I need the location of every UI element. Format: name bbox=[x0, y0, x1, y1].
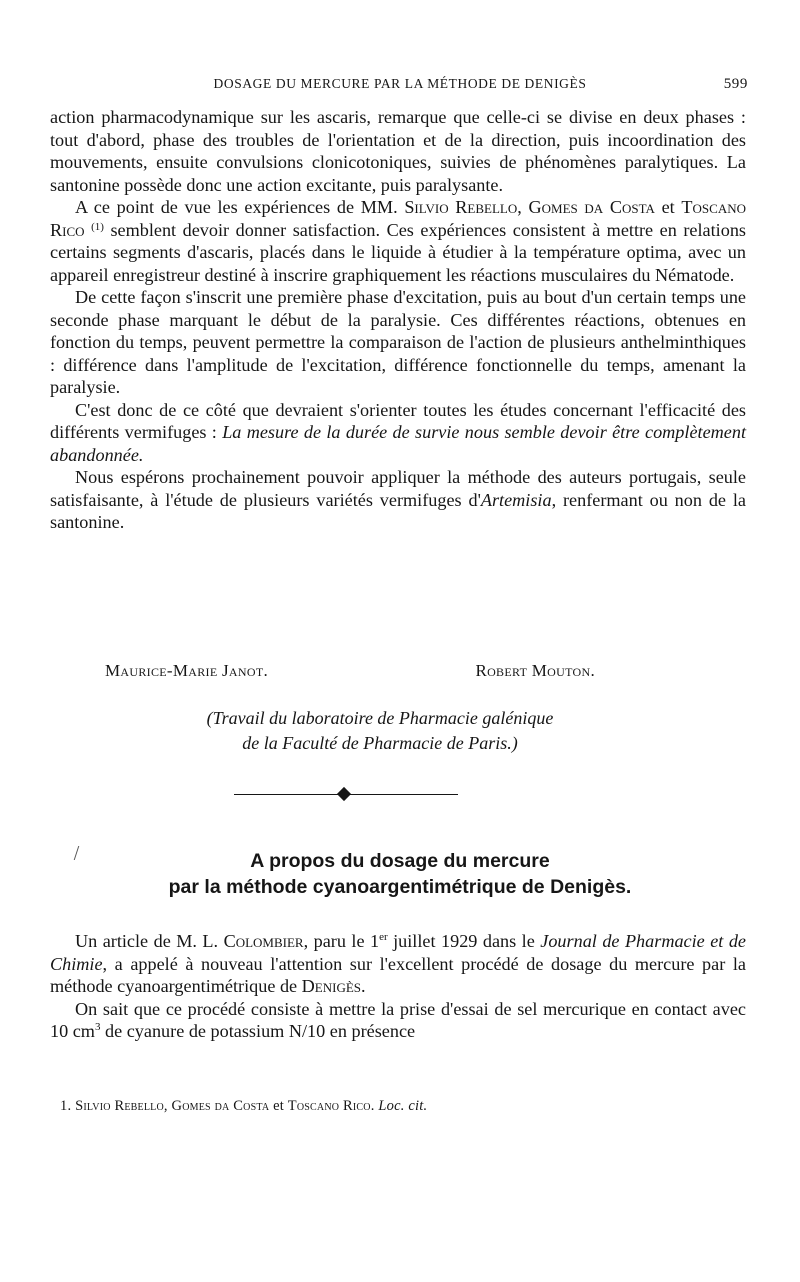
laboratory-note bbox=[100, 706, 660, 756]
paragraph-6-text-c: juillet 1929 dans le bbox=[387, 931, 541, 951]
genus-name: Artemisia bbox=[480, 489, 552, 510]
separator-text: , bbox=[517, 197, 529, 217]
author-name: Denigès bbox=[301, 976, 362, 996]
laboratory-note-line-2: de la Faculté de Pharmacie de Paris.) bbox=[242, 733, 518, 753]
paragraph-2-text-a: A ce point de vue les expériences de MM. bbox=[75, 197, 405, 217]
paragraph-2 bbox=[50, 196, 746, 286]
footnote-author-last: Toscano Rico bbox=[287, 1098, 371, 1114]
laboratory-note-line-1: (Travail du laboratoire de Pharmacie galénique bbox=[206, 708, 554, 728]
author-signatures bbox=[105, 661, 595, 685]
signature-janot: Maurice-Marie Janot. bbox=[105, 661, 268, 680]
footnote-reference-text: Loc. cit. bbox=[378, 1098, 428, 1114]
article-body-mercure bbox=[50, 930, 746, 1043]
paragraph-6 bbox=[50, 930, 746, 998]
author-name: Toscano Rico bbox=[50, 197, 746, 240]
paragraph-7-text-b: de cyanure de potassium N/10 en présence bbox=[100, 1021, 416, 1041]
date-day: 1 bbox=[370, 931, 380, 951]
emphasized-conclusion: La mesure de la durée de survie nous semble devoir être complètement abandonnée. bbox=[50, 422, 746, 465]
paragraph-7-text-a: On sait que ce procédé consiste à mettre la prise d'essai de sel mercurique en contact avec 10 cm bbox=[50, 998, 746, 1041]
footnote: 1. Silvio Rebello, Gomes da Costa et Toscano Rico. Loc. cit. bbox=[60, 1098, 428, 1114]
paragraph-2-text-d: semblent devoir donner satisfaction. Ces expériences consistent à mettre en relations certains segments d'ascaris, placés dans le liquide à étudier à la température optima, avec un appareil enregistreur destiné à inscrire graphiquement les réactions musculaires du Nématode. bbox=[50, 219, 747, 285]
footnote-number: 1. bbox=[60, 1098, 72, 1114]
footnote-conjunction: et bbox=[269, 1098, 288, 1114]
journal-name: Journal de Pharmacie et de Chimie bbox=[50, 931, 746, 974]
paragraph-4 bbox=[50, 399, 746, 467]
article-title-line-1: A propos du dosage du mercure bbox=[250, 850, 550, 872]
article-title bbox=[40, 848, 760, 900]
paragraph-5 bbox=[50, 466, 746, 534]
paragraph-5-text-b: , renfermant ou non de la santonine. bbox=[50, 489, 746, 532]
paragraph-3: De cette façon s'inscrit une première phase d'excitation, puis au bout d'un certain temps une seconde phase marquant le début de la paralysie. Ces différentes réactions, obtenues en fonction du temps, peuvent permettre la comparaison de l'action de plusieurs anthelminthiques : différence dans l'amplitude de l'excitation, différence fonctionnelle du temps, amenant la paralysie. bbox=[50, 287, 746, 397]
author-name: Silvio Rebello bbox=[404, 197, 518, 217]
conjunction-text: et bbox=[654, 197, 682, 217]
footnote-authors: Silvio Rebello, Gomes da Costa bbox=[75, 1098, 270, 1114]
signature-mouton: Robert Mouton. bbox=[475, 661, 595, 680]
paragraph-6-text-e: . bbox=[361, 976, 366, 996]
paragraph-7 bbox=[50, 998, 746, 1043]
paragraph-4-text: C'est donc de ce côté que devraient s'orienter toutes les études concernant l'efficacité des différents vermifuges : bbox=[50, 399, 746, 442]
diamond-ornament-icon bbox=[337, 786, 351, 800]
running-title: DOSAGE DU MERCURE PAR LA MÉTHODE DE DENIGÈS bbox=[213, 76, 587, 91]
paragraph-6-text-b: , paru le bbox=[303, 931, 370, 951]
paragraph-5-text-a: Nous espérons prochainement pouvoir appliquer la méthode des auteurs portugais, seule satisfaisante, à l'étude de plusieurs variétés vermifuges d' bbox=[50, 467, 746, 510]
paragraph-6-text-d: , a appelé à nouveau l'attention sur l'excellent procédé de dosage du mercure par la méthode cyanoargentimétrique de bbox=[50, 953, 746, 996]
page-number: 599 bbox=[723, 76, 748, 92]
author-name: Colombier bbox=[223, 931, 304, 951]
paragraph-6-text-a: Un article de M. L. bbox=[75, 931, 224, 951]
paragraph-1: action pharmacodynamique sur les ascaris, remarque que celle-ci se divise en deux phases : tout d'abord, phase des troubles de l'orientation et de la direction, puis incoordination des mouvements, ensuite convulsions clonicotoniques, suivies de phénomènes paralytiques. La santonine possède donc une action excitante, puis paralysante. bbox=[50, 107, 746, 195]
footnote-reference[interactable]: (1) bbox=[91, 220, 104, 233]
section-separator bbox=[234, 786, 458, 802]
running-header bbox=[50, 74, 750, 94]
date-superscript: er bbox=[379, 931, 388, 943]
article-body-santonine bbox=[50, 106, 746, 534]
article-title-line-2: par la méthode cyanoargentimétrique de Denigès. bbox=[168, 876, 632, 898]
unit-superscript: 3 bbox=[94, 1021, 101, 1033]
author-name: Gomes da Costa bbox=[528, 197, 655, 217]
